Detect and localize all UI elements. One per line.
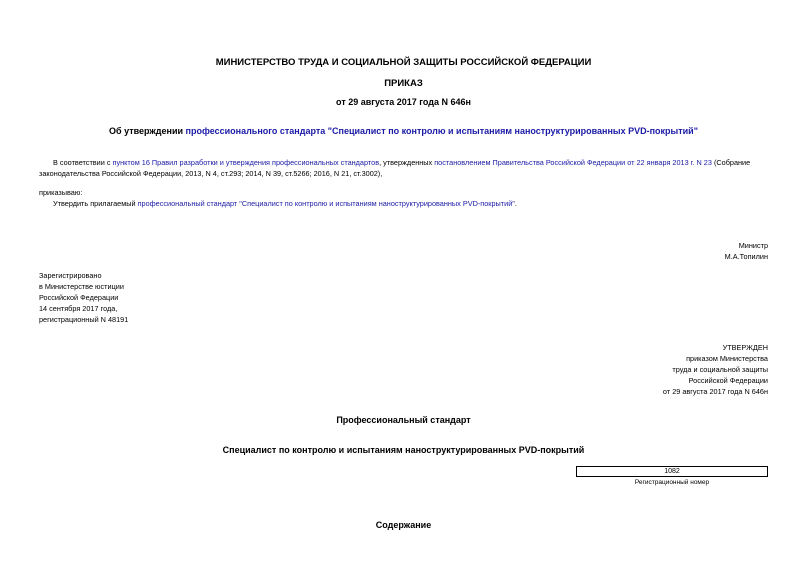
contents-heading: Содержание [375, 520, 432, 530]
approved-block [663, 342, 768, 397]
resolution-link[interactable]: постановлением Правительства Российской Федерации от 22 января 2013 г. N 23 [434, 158, 712, 167]
signature-title: Министр [738, 241, 768, 250]
signature-name: М.А.Топилин [724, 252, 768, 261]
registration-number-box [576, 466, 768, 477]
ministry-title: МИНИСТЕРСТВО ТРУДА И СОЦИАЛЬНОЙ ЗАЩИТЫ РОССИЙСКОЙ ФЕДЕРАЦИИ [215, 57, 592, 68]
registration-number: 1082 [664, 468, 680, 475]
order-text-2: . [514, 199, 517, 208]
registration-number-label: Регистрационный номер [634, 479, 710, 486]
approved-line: приказом Министерства [686, 354, 768, 363]
subject-prefix: Об утверждении [109, 126, 186, 136]
registration-line: в Министерстве юстиции [39, 282, 124, 291]
subject-standard-link[interactable]: профессионального стандарта "Специалист по контролю и испытаниям наноструктурированных PVD-покрытий" [185, 126, 698, 136]
rules-link[interactable]: пунктом 16 Правил разработки и утверждения профессиональных стандартов [112, 158, 380, 167]
order-clause [53, 198, 517, 209]
registration-line: регистрационный N 48191 [39, 315, 129, 324]
doc-type: ПРИКАЗ [384, 78, 423, 89]
preamble-line-1 [53, 157, 750, 168]
registration-line: 14 сентября 2017 года, [39, 304, 118, 313]
standard-title: Специалист по контролю и испытаниям наноструктурированных PVD-покрытий [222, 445, 585, 455]
prikazyvayu: приказываю: [39, 188, 83, 197]
approved-line: Российской Федерации [688, 376, 768, 385]
preamble-text-1: В соответствии с [53, 158, 113, 167]
preamble-line-2: законодательства Российской Федерации, 2013, N 4, ст.293; 2014, N 39, ст.5266; 2016, N 21, ст.3002), [39, 169, 383, 178]
approved-line: труда и социальной защиты [672, 365, 768, 374]
order-subject [0, 126, 807, 136]
preamble-text-2: , утвержденных [379, 158, 435, 167]
approved-line: УТВЕРЖДЕН [722, 343, 768, 352]
standard-link[interactable]: профессиональный стандарт "Специалист по контролю и испытаниям наноструктурированных PVD-покрытий" [137, 199, 515, 208]
standard-heading: Профессиональный стандарт [336, 415, 471, 425]
registration-line: Зарегистрировано [39, 271, 102, 280]
order-text-1: Утвердить прилагаемый [53, 199, 138, 208]
order-date-number: от 29 августа 2017 года N 646н [336, 97, 471, 107]
registration-line: Российской Федерации [39, 293, 119, 302]
registration-block [39, 270, 128, 325]
preamble-text-3: (Собрание [711, 158, 751, 167]
approved-line: от 29 августа 2017 года N 646н [662, 387, 768, 396]
